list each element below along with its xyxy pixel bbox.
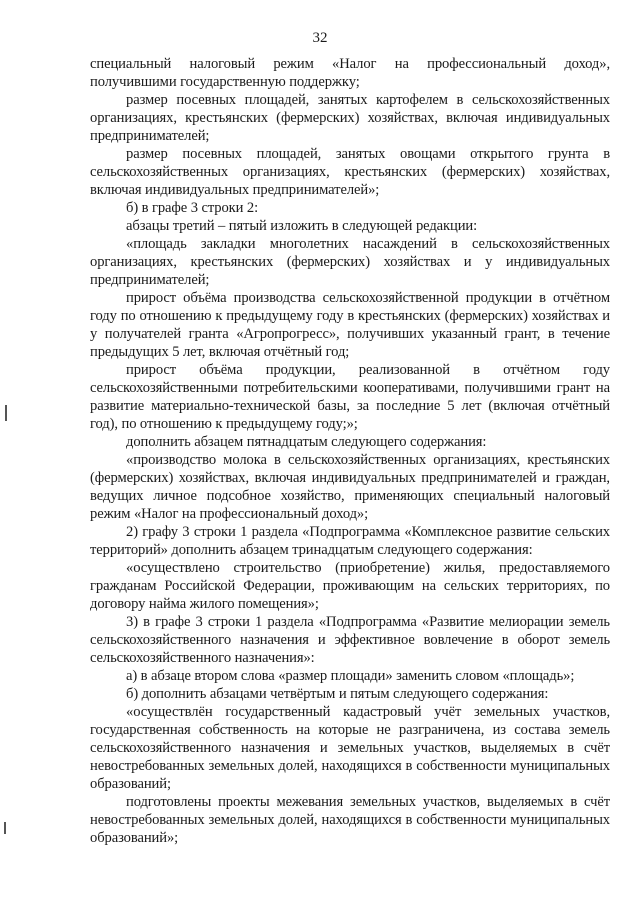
paragraph: подготовлены проекты межевания земельных участков, выделяемых в счёт невостребованных земельных долей, находящихся в собственности муниципальных образований»; xyxy=(90,794,610,846)
document-body xyxy=(90,55,610,847)
page-number: 32 xyxy=(312,30,328,46)
paragraph: «производство молока в сельскохозяйственных организациях, крестьянских (фермерских) хозяйствах, включая индивидуальных предпринимателей и граждан, ведущих личное подсобное хозяйство, применяющих специальный налоговый режим «Налог на профессиональный доход»; xyxy=(90,452,610,522)
paragraph: размер посевных площадей, занятых картофелем в сельскохозяйственных организациях, крестьянских (фермерских) хозяйствах, включая индивидуальных предпринимателей; xyxy=(90,92,610,144)
paragraph: «площадь закладки многолетних насаждений в сельскохозяйственных организациях, крестьянских (фермерских) хозяйствах и у индивидуальных предпринимателей; xyxy=(90,236,610,288)
paragraph: специальный налоговый режим «Налог на профессиональный доход», получившими государственную поддержку; xyxy=(90,56,610,90)
paragraph: а) в абзаце втором слова «размер площади» заменить словом «площадь»; xyxy=(126,668,575,684)
paragraph: 2) графу 3 строки 1 раздела «Подпрограмма «Комплексное развитие сельских территорий» дополнить абзацем тринадцатым следующего содержания: xyxy=(90,524,610,558)
paragraph: прирост объёма продукции, реализованной в отчётном году сельскохозяйственными потребительскими кооперативами, получившими грант на развитие материально-технической базы, за последние 5 лет (включая отчётный год), по отношению к предыдущему году;»; xyxy=(90,362,610,432)
paragraph: размер посевных площадей, занятых овощами открытого грунта в сельскохозяйственных организациях, крестьянских (фермерских) хозяйствах, включая индивидуальных предпринимателей»; xyxy=(90,146,610,198)
paragraph: 3) в графе 3 строки 1 раздела «Подпрограмма «Развитие мелиорации земель сельскохозяйственного назначения и эффективное вовлечение в оборот земель сельскохозяйственного назначения»: xyxy=(90,614,610,666)
scan-artifact xyxy=(5,405,7,421)
paragraph: «осуществлено строительство (приобретение) жилья, предоставляемого гражданам Российской Федерации, проживающим на сельских территориях, по договору найма жилого помещения»; xyxy=(90,560,610,612)
paragraph: б) дополнить абзацами четвёртым и пятым следующего содержания: xyxy=(126,686,549,702)
paragraph: абзацы третий – пятый изложить в следующей редакции: xyxy=(126,218,478,234)
paragraph: б) в графе 3 строки 2: xyxy=(126,200,259,216)
paragraph: «осуществлён государственный кадастровый учёт земельных участков, государственная собственность на которые не разграничена, из состава земель сельскохозяйственного назначения и земельных участков, выделяемых в счёт невостребованных земельных долей, находящихся в собственности муниципальных образований; xyxy=(90,704,610,792)
scan-artifact xyxy=(4,822,6,834)
paragraph: прирост объёма производства сельскохозяйственной продукции в отчётном году по отношению к предыдущему году в крестьянских (фермерских) хозяйствах и у получателей гранта «Агропрогресс», получивших указанный грант, в течение предыдущих 5 лет, включая отчётный год; xyxy=(90,290,610,360)
paragraph: дополнить абзацем пятнадцатым следующего содержания: xyxy=(126,434,487,450)
